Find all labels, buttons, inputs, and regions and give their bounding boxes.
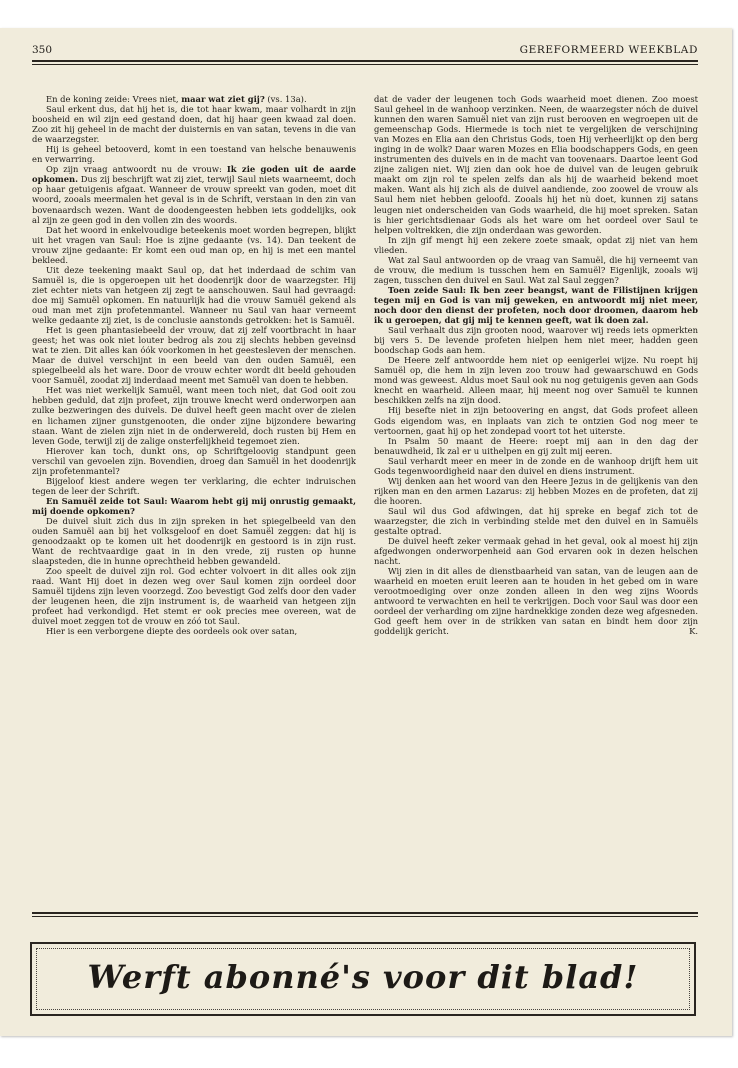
paragraph-text: Uit deze teekening maakt Saul op, dat het inderdaad de schim van Samuël is, die is opgeroepen uit het doodenrijk door de waarzegster. Hij ziet echter niets van hetgeen zij zegt te aanschouwen. Saul had gevraagd: doe mij Samuël opkomen. En natuurlijk had die vrouw Samuël gekend als oud man met zijn profetenmantel. Wanneer nu Saul van haar verneemt welke gedaante zij ziet, is de conclusie aanstonds getrokken: het is Samuël. [32, 264, 356, 326]
paragraph [32, 385, 356, 445]
footer-rule-thick [32, 912, 698, 914]
paragraph-text: Hier is een verborgene diepte des oordeels ook over satan, [46, 626, 298, 637]
paragraph-text: Bijgeloof kiest andere wegen ter verklaring, die echter indruischen tegen de leer der Schrift. [32, 475, 356, 496]
paragraph [32, 325, 356, 385]
page-number: 350 [32, 44, 53, 56]
paragraph [374, 255, 698, 285]
paragraph [374, 235, 698, 255]
paragraph-text: Wij denken aan het woord van den Heere Jezus in de gelijkenis van den rijken man en den armen Lazarus: zij hebben Mozes en de profeten, dat zij die hooren. [374, 475, 698, 506]
paragraph [374, 405, 698, 435]
paragraph [374, 566, 698, 636]
paragraph-bold-text: Toen zeide Saul: Ik ben zeer beangst, want de Filistijnen krijgen tegen mij en God is van mij geweken, en antwoordt mij niet meer, noch door den dienst der profeten, noch door droomen, daarom heb ik u geroepen, dat gij mij te kennen geeft, wat ik doen zal. [374, 284, 698, 326]
article-column-right [374, 94, 698, 899]
header-rule-thick [32, 60, 698, 62]
paragraph-text: De Heere zelf antwoordde hem niet op eenigerlei wijze. Nu roept hij Samuël op, die hem in zijn leven zoo trouw had gewaarschuwd en Gods mond was geweest. Aldus moet Saul ook nu nog getuigenis geven aan Gods knecht en waarheid. Alleen maar, hij meent nog over Samuël te kunnen beschikken zelfs na zijn dood. [374, 355, 698, 406]
paragraph [374, 94, 698, 235]
header-rule-thin [32, 64, 698, 65]
paragraph [32, 265, 356, 325]
paragraph [32, 566, 356, 626]
paragraph-text: dat de vader der leugenen toch Gods waarheid moet dienen. Zoo moest Saul geheel in de wanhoop verzinken. Neen, de waarzegster nóch de duivel kunnen den waren Samuël niet van zijn rust berooven en wegroepen uit de gemeenschap Gods. Hiermede is toch niet te vergelijken de verschijning van Mozes en Elia aan den Christus Gods, toen Hij verheerlijkt op den berg inging in de wolk? Daar waren Mozes en Elia boodschappers Gods, en geen instrumenten des duivels en in de macht van toovenaars. Daartoe leent God zijne zaligen niet. Wij zien dan ook hoe de duivel van de leugen gebruik maakt om zijn rol te spelen zelfs dan als hij de waarheid bekend moet maken. Want als hij zich als de duivel aandiende, zoo zoowel de vrouw als Saul hem niet hebben geloofd. Zooals hij het nù doet, kunnen zij satans leugen niet onderscheiden van Gods waarheid, die hij moet spreken. Satan is hier gerichtsdienaar Gods als het ware om het oordeel over Saul te helpen voltrekken, die zijn onderdaan was geworden. [374, 94, 698, 235]
paragraph [32, 225, 356, 265]
paragraph-text: Hij is geheel betooverd, komt in een toestand van helsche benauwenis en verwarring. [32, 144, 356, 165]
paragraph-text: En de koning zeide: Vrees niet, [46, 94, 182, 104]
paragraph-text: Het was niet werkelijk Samuël, want meen toch niet, dat God ooit zou hebben geduld, dat zijn profeet, zijn trouwe knecht werd onderworpen aan zulke bezweringen des duivels. De duivel heeft geen macht over de zielen en lichamen zijner gunstgenooten, die onder zijne bijzondere bewaring staan. Want de zielen zijn niet in de onderwereld, doch rusten bij Hem en leven Gode, terwijl zij de zalige onsterfelijkheid tegemoet zien. [32, 385, 356, 446]
footer-rule-thin [32, 916, 698, 917]
paragraph [32, 144, 356, 164]
paragraph-text: In zijn gif mengt hij een zekere zoete smaak, opdat zij niet van hem vlieden. [374, 234, 698, 255]
paragraph-text: Hierover kan toch, dunkt ons, op Schriftgeloovig standpunt geen verschil van gevoelen zijn. Bovendien, droeg dan Samuël in het doodenrijk zijn profetenmantel? [32, 445, 356, 476]
paragraph [32, 104, 356, 144]
paragraph-text-continued: (vs. 13a). [264, 94, 307, 104]
paragraph [32, 496, 356, 516]
paragraph-text: Wat zal Saul antwoorden op de vraag van Samuël, die hij verneemt van de vrouw, die medium is tusschen hem en Samuël? Eigenlijk, zooals wij zagen, tusschen den duivel en Saul. Wat zal Saul zeggen? [374, 254, 698, 285]
publication-title: GEREFORMEERD WEEKBLAD [519, 44, 698, 56]
paragraph-text: Saul wil dus God afdwingen, dat hij spreke en begaf zich tot de waarzegster, die zich in verbinding stelde met den duivel en in Samuëls gestalte optrad. [374, 505, 698, 537]
paragraph-text-continued: Dus zij beschrijft wat zij ziet, terwijl Saul niets waarneemt, doch op haar getuigenis afgaat. Wanneer de vrouw spreekt van goden, moet dit woord, zooals meermalen het geval is in de Schrift, verstaan in den zin van bovenaardsch wezen. Want de doodengeesten hebben iets goddelijks, ook al zijn ze geen god in den vollen zin des woords. [32, 174, 356, 225]
paragraph-bold-text: En Samuël zeide tot Saul: Waarom hebt gij mij onrustig gemaakt, mij doende opkomen? [32, 495, 356, 516]
subscription-banner [30, 942, 696, 1016]
paragraph-bold-text: Ik zie goden uit de aarde opkomen. [32, 164, 356, 185]
newspaper-page [0, 28, 732, 1036]
paragraph-text: Wij zien in dit alles de dienstbaarheid van satan, van de leugen aan de waarheid en moeten eruit leeren aan te houden in het gebed om in ware verootmoediging over onze zonden alleen in den weg zijns Woords antwoord te verwachten en heil te verkrijgen. Doch voor Saul was door een oordeel der verharding om zijne hardnekkige zonden deze weg afgesneden. God geeft hem over in de strikken van satan en bindt hem door zijn goddelijk gericht. [374, 566, 698, 637]
paragraph [32, 164, 356, 224]
paragraph [374, 536, 698, 566]
paragraph-text: Saul erkent dus, dat hij het is, die tot haar kwam, maar volhardt in zijn boosheid en wil zijn eed gestand doen, dat hij haar geen kwaad zal doen. Zoo zit hij geheel in de macht der duisternis en van satan, tevens in die van de waarzegster. [32, 104, 356, 145]
paragraph [374, 476, 698, 506]
paragraph-text: De duivel sluit zich dus in zijn spreken in het spiegelbeeld van den ouden Samuël aan bij het volksgeloof en doet Samuël zeggen: dat hij is genoodzaakt op te komen uit het doodenrijk en gestoord is in zijn rust. Want de rechtvaardige gaat in in den vrede, zij rusten op hunne slaapsteden, die in hunne oprechtheid hebben gewandeld. [32, 515, 356, 567]
paragraph-text: Zoo speelt de duivel zijn rol. God echter volvoert in dit alles ook zijn raad. Want Hij doet in dezen weg over Saul komen zijn oordeel door Samuël tijdens zijn leven voorzegd. Zoo bevestigt God zelfs door den vader der leugenen heen, die zijn instrument is, de waarheid van hetgeen zijn profeet had verkondigd. Het stemt er ook precies mee overeen, wat de duivel moet zeggen tot de vrouw en zóó tot Saul. [32, 566, 356, 627]
paragraph [374, 506, 698, 536]
author-signature: K. [689, 626, 698, 637]
paragraph-text: Op zijn vraag antwoordt nu de vrouw: [46, 164, 227, 175]
paragraph-text: Hij besefte niet in zijn betoovering en angst, dat Gods profeet alleen Gods eigendom was, en inplaats van zich te ontzien God nog meer te vertoornen, gaat hij op het zondepad voort tot het uiterste. [374, 405, 698, 436]
paragraph-text: Saul verhardt meer en meer in de zonde en de wanhoop drijft hem uit Gods tegenwoordigheid naar den duivel en diens instrument. [374, 455, 698, 476]
paragraph [374, 355, 698, 405]
paragraph [374, 325, 698, 355]
paragraph [32, 516, 356, 566]
paragraph [32, 446, 356, 476]
paragraph-bold-text: maar wat ziet gij? [181, 94, 265, 104]
paragraph [32, 476, 356, 496]
paragraph-text: Dat het woord in enkelvoudige beteekenis moet worden begrepen, blijkt uit het vragen van Saul: Hoe is zijne gedaante (vs. 14). Dan teekent de vrouw zijne gedaante: Er komt een oud man op, en hij is met een mantel bekleed. [32, 224, 356, 265]
page-header [32, 44, 698, 58]
paragraph [32, 94, 356, 104]
article-column-left [32, 94, 356, 899]
paragraph [374, 285, 698, 325]
paragraph-text: De duivel heeft zeker vermaak gehad in het geval, ook al moest hij zijn afgedwongen onderworpenheid aan God ervaren ook in dezen helschen nacht. [374, 536, 698, 567]
paragraph-text: Saul verhaalt dus zijn grooten nood, waarover wij reeds iets opmerkten bij vers 5. De levende profeten hielpen hem niet meer, hadden geen boodschap Gods aan hem. [374, 325, 698, 356]
paragraph [374, 436, 698, 456]
paragraph-text: Het is geen phantasiebeeld der vrouw, dat zij zelf voortbracht in haar geest; het was ook niet louter bedrog als zou zij slechts hebben geveinsd wat te zien. Dit alles kan óók voorkomen in het geestesleven der menschen. Maar de duivel verschijnt in een beeld van den ouden Samuël, een spiegelbeeld als het ware. Door de vrouw echter wordt dit beeld gehouden voor Samuël, zoodat zij inderdaad meent met Samuël van doen te hebben. [32, 325, 356, 386]
banner-slogan: Werft abonné's voor dit blad! [87, 958, 639, 996]
paragraph [374, 456, 698, 476]
paragraph-text: In Psalm 50 maant de Heere: roept mij aan in den dag der benauwdheid, Ik zal er u uithelpen en gij zult mij eeren. [374, 435, 698, 456]
paragraph [32, 626, 356, 636]
